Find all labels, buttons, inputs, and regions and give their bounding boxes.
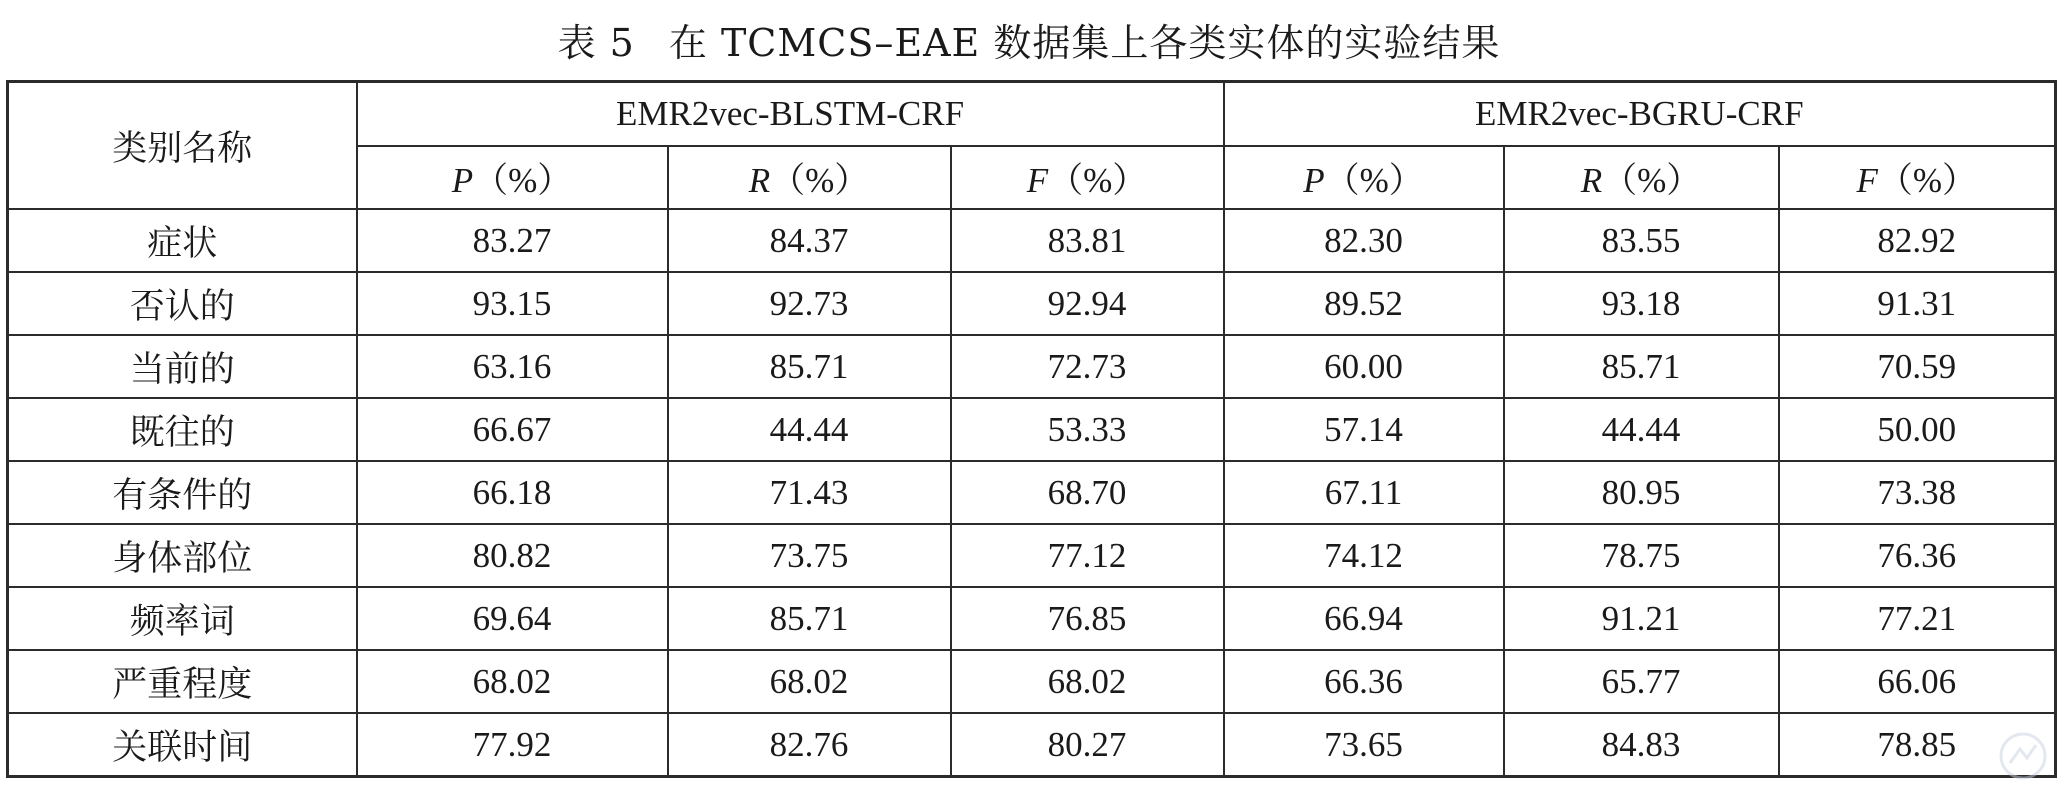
category-label: 身体部位 bbox=[8, 524, 357, 587]
metric-unit: （%） bbox=[770, 160, 870, 200]
value-cell: 78.85 bbox=[1779, 713, 2056, 777]
category-label: 否认的 bbox=[8, 272, 357, 335]
value-cell: 66.67 bbox=[357, 398, 668, 461]
value-cell: 50.00 bbox=[1779, 398, 2056, 461]
table-row bbox=[8, 524, 2056, 587]
category-label: 症状 bbox=[8, 209, 357, 272]
value-cell: 68.02 bbox=[357, 650, 668, 713]
table-row bbox=[8, 335, 2056, 398]
value-cell: 66.06 bbox=[1779, 650, 2056, 713]
category-label: 有条件的 bbox=[8, 461, 357, 524]
value-cell: 67.11 bbox=[1224, 461, 1504, 524]
results-table bbox=[6, 80, 2057, 778]
value-cell: 68.70 bbox=[951, 461, 1224, 524]
value-cell: 66.36 bbox=[1224, 650, 1504, 713]
metric-unit: （%） bbox=[1602, 160, 1702, 200]
metric-symbol: P bbox=[451, 160, 474, 200]
value-cell: 73.75 bbox=[668, 524, 951, 587]
metric-symbol: F bbox=[1026, 160, 1049, 200]
table-row bbox=[8, 398, 2056, 461]
table-caption bbox=[0, 18, 2058, 68]
value-cell: 78.75 bbox=[1504, 524, 1779, 587]
group-header-row bbox=[8, 82, 2056, 147]
metric-header-r-4 bbox=[1504, 146, 1779, 209]
table-title: 在 TCMCS–EAE 数据集上各类实体的实验结果 bbox=[668, 21, 1501, 65]
metric-header-p-3 bbox=[1224, 146, 1504, 209]
value-cell: 71.43 bbox=[668, 461, 951, 524]
metric-header-f-2 bbox=[951, 146, 1224, 209]
metric-unit: （%） bbox=[473, 160, 573, 200]
value-cell: 73.38 bbox=[1779, 461, 2056, 524]
value-cell: 83.81 bbox=[951, 209, 1224, 272]
metric-unit: （%） bbox=[1048, 160, 1148, 200]
value-cell: 80.27 bbox=[951, 713, 1224, 777]
value-cell: 82.76 bbox=[668, 713, 951, 777]
value-cell: 76.36 bbox=[1779, 524, 2056, 587]
value-cell: 66.94 bbox=[1224, 587, 1504, 650]
table-row bbox=[8, 461, 2056, 524]
value-cell: 44.44 bbox=[668, 398, 951, 461]
table-body bbox=[8, 209, 2056, 777]
value-cell: 53.33 bbox=[951, 398, 1224, 461]
category-label: 当前的 bbox=[8, 335, 357, 398]
value-cell: 66.18 bbox=[357, 461, 668, 524]
metric-unit: （%） bbox=[1324, 160, 1424, 200]
group-header-bgru: EMR2vec-BGRU-CRF bbox=[1224, 82, 2056, 147]
category-label: 既往的 bbox=[8, 398, 357, 461]
value-cell: 63.16 bbox=[357, 335, 668, 398]
value-cell: 70.59 bbox=[1779, 335, 2056, 398]
table-number: 表 5 bbox=[557, 21, 635, 65]
table-row bbox=[8, 587, 2056, 650]
value-cell: 93.18 bbox=[1504, 272, 1779, 335]
value-cell: 84.83 bbox=[1504, 713, 1779, 777]
metric-header-r-1 bbox=[668, 146, 951, 209]
value-cell: 82.30 bbox=[1224, 209, 1504, 272]
publisher-watermark-icon bbox=[1996, 729, 2050, 783]
metric-symbol: P bbox=[1303, 160, 1325, 200]
metric-unit: （%） bbox=[1877, 160, 1978, 200]
value-cell: 92.73 bbox=[668, 272, 951, 335]
value-cell: 77.12 bbox=[951, 524, 1224, 587]
category-label: 关联时间 bbox=[8, 713, 357, 777]
value-cell: 92.94 bbox=[951, 272, 1224, 335]
category-label: 严重程度 bbox=[8, 650, 357, 713]
metric-symbol: R bbox=[1580, 160, 1603, 200]
value-cell: 73.65 bbox=[1224, 713, 1504, 777]
value-cell: 85.71 bbox=[1504, 335, 1779, 398]
group-header-blstm: EMR2vec-BLSTM-CRF bbox=[357, 82, 1224, 147]
value-cell: 77.21 bbox=[1779, 587, 2056, 650]
value-cell: 84.37 bbox=[668, 209, 951, 272]
value-cell: 74.12 bbox=[1224, 524, 1504, 587]
value-cell: 93.15 bbox=[357, 272, 668, 335]
metric-symbol: R bbox=[748, 160, 771, 200]
value-cell: 80.82 bbox=[357, 524, 668, 587]
value-cell: 65.77 bbox=[1504, 650, 1779, 713]
value-cell: 91.21 bbox=[1504, 587, 1779, 650]
value-cell: 83.27 bbox=[357, 209, 668, 272]
value-cell: 72.73 bbox=[951, 335, 1224, 398]
metric-header-f-5 bbox=[1779, 146, 2056, 209]
value-cell: 57.14 bbox=[1224, 398, 1504, 461]
value-cell: 76.85 bbox=[951, 587, 1224, 650]
value-cell: 89.52 bbox=[1224, 272, 1504, 335]
value-cell: 69.64 bbox=[357, 587, 668, 650]
table-row bbox=[8, 713, 2056, 777]
value-cell: 44.44 bbox=[1504, 398, 1779, 461]
table-row bbox=[8, 272, 2056, 335]
value-cell: 77.92 bbox=[357, 713, 668, 777]
value-cell: 68.02 bbox=[951, 650, 1224, 713]
table-row bbox=[8, 209, 2056, 272]
value-cell: 85.71 bbox=[668, 335, 951, 398]
value-cell: 85.71 bbox=[668, 587, 951, 650]
value-cell: 91.31 bbox=[1779, 272, 2056, 335]
value-cell: 80.95 bbox=[1504, 461, 1779, 524]
metric-header-p-0 bbox=[357, 146, 668, 209]
value-cell: 83.55 bbox=[1504, 209, 1779, 272]
value-cell: 60.00 bbox=[1224, 335, 1504, 398]
category-label: 频率词 bbox=[8, 587, 357, 650]
value-cell: 68.02 bbox=[668, 650, 951, 713]
value-cell: 82.92 bbox=[1779, 209, 2056, 272]
row-header-cell: 类别名称 bbox=[8, 82, 357, 210]
metric-symbol: F bbox=[1856, 160, 1878, 200]
table-row bbox=[8, 650, 2056, 713]
